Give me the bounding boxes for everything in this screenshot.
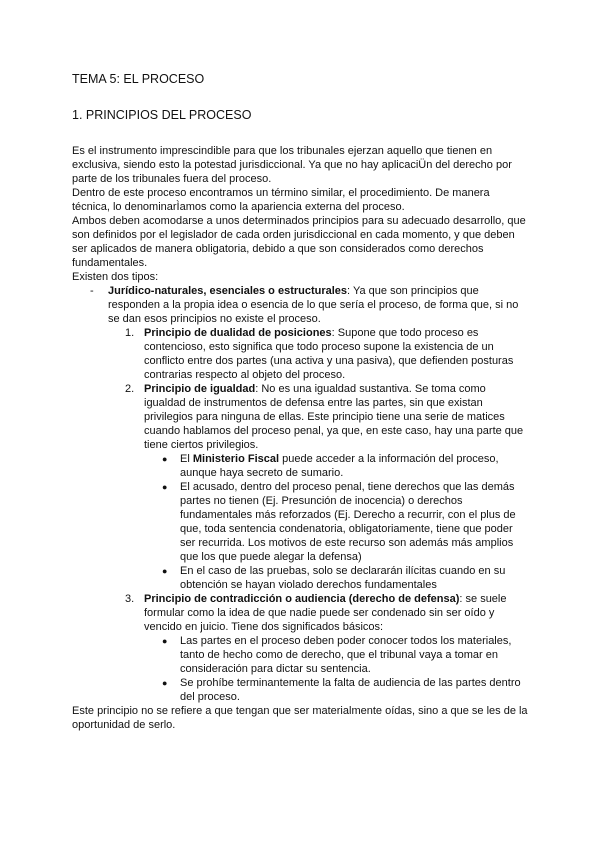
types-list: [72, 284, 530, 326]
document-body: [72, 72, 530, 732]
list-item: [72, 676, 530, 704]
section-heading: 1. PRINCIPIOS DEL PROCESO: [72, 108, 252, 122]
paragraph: Es el instrumento imprescindible para que los tribunales ejerzan aquello que tienen en exclusiva, siendo esto la potestad jurisdiccional. Ya que no hay aplicaciÜn del derecho por parte de los tribunales fuera del proceso.: [72, 145, 512, 185]
principles-list: [72, 326, 530, 452]
principle-name: Principio de dualidad de posiciones: [144, 327, 332, 339]
list-item: [72, 480, 530, 564]
dash-bullet: -: [90, 285, 94, 297]
list-item: [72, 452, 530, 480]
list-item: [72, 592, 530, 634]
bullet-text: El acusado, dentro del proceso penal, tiene derechos que las demás partes no tienen (Ej. Presunción de inocencia) o derechos fundamentales más reforzados (Ej. Derecho a recurrir, con el plus de que, toda sentencia condenatoria, obligatoriamente, tiene que poder ser recurrida. Los motivos de este recurso son además más amplios que los que puede alegar la defensa): [180, 481, 516, 563]
bullet-bold: Ministerio Fiscal: [192, 453, 280, 465]
paragraph: Ambos deben acomodarse a unos determinados principios para su adecuado desarrollo, que son definidos por el legislador de cada orden jurisdiccional en cada momento, y que deben ser aplicados de manera obligatoria, debido a que son considerados como derechos fundamentales.: [72, 215, 526, 269]
principle-name: Principio de igualdad: [144, 383, 256, 395]
bullet-text: En el caso de las pruebas, solo se declararán ilícitas cuando en su obtención se hayan violado derechos fundamentales: [180, 565, 506, 591]
bullet-text: Las partes en el proceso deben poder conocer todos los materiales, tanto de hecho como de derecho, que el tribunal vaya a tomar en consideración para dictar su sentencia.: [180, 635, 512, 675]
type-description: : Ya que son principios que responden a la propia idea o esencia de lo que sería el proceso, de forma que, si no se dan esos principios no existe el proceso.: [108, 285, 519, 325]
contradiction-bullets: [72, 634, 530, 704]
bullet-text: El: [180, 453, 193, 465]
principle-name: Principio de contradicción o audiencia (derecho de defensa): [144, 593, 460, 605]
list-item: [72, 382, 530, 452]
list-number: 1.: [125, 327, 135, 339]
principle-description: : No es una igualdad sustantiva. Se toma como igualdad de instrumentos de defensa entre las partes, sin que existan privilegios para ninguna de ellas. Este principio tiene una serie de matices cuando hablamos del proceso penal, ya que, en este caso, hay una parte que tiene ciertos privilegios.: [144, 383, 524, 451]
list-number: 2.: [125, 383, 135, 395]
list-item: [72, 564, 530, 592]
bullet-text: puede acceder a la información del proceso, aunque haya secreto de sumario.: [180, 453, 499, 479]
paragraph: Existen dos tipos:: [72, 271, 159, 283]
bullet-dot-icon: ●: [162, 482, 168, 492]
principle-description: : Supone que todo proceso es contencioso, esto significa que todo proceso supone la existencia de un conflicto entre dos partes (una activa y una pasiva), que defienden posturas contrarias respecto al objeto del proceso.: [144, 327, 514, 381]
bullet-dot-icon: ●: [162, 454, 168, 464]
closing-paragraph: Este principio no se refiere a que tengan que ser materialmente oídas, sino a que se les de la oportunidad de serlo.: [72, 705, 528, 731]
type-name: Jurídico-naturales, esenciales o estructurales: [108, 285, 348, 297]
bullet-dot-icon: ●: [162, 566, 168, 576]
principles-list-continued: [72, 592, 530, 634]
list-number: 3.: [125, 593, 135, 605]
principle-description: : se suele formular como la idea de que nadie puede ser condenado sin ser oído y vencido en juicio. Tiene dos significados básicos:: [144, 593, 507, 633]
list-item: [72, 634, 530, 676]
paragraph: Dentro de este proceso encontramos un término similar, el procedimiento. De manera técnica, lo denominarÌamos como la apariencia externa del proceso.: [72, 187, 490, 213]
list-item: [72, 326, 530, 382]
bullet-dot-icon: ●: [162, 636, 168, 646]
bullet-text: Se prohíbe terminantemente la falta de audiencia de las partes dentro del proceso.: [180, 677, 521, 703]
bullet-dot-icon: ●: [162, 678, 168, 688]
equality-bullets: [72, 452, 530, 592]
list-item: [72, 284, 530, 326]
document-title: TEMA 5: EL PROCESO: [72, 72, 205, 86]
